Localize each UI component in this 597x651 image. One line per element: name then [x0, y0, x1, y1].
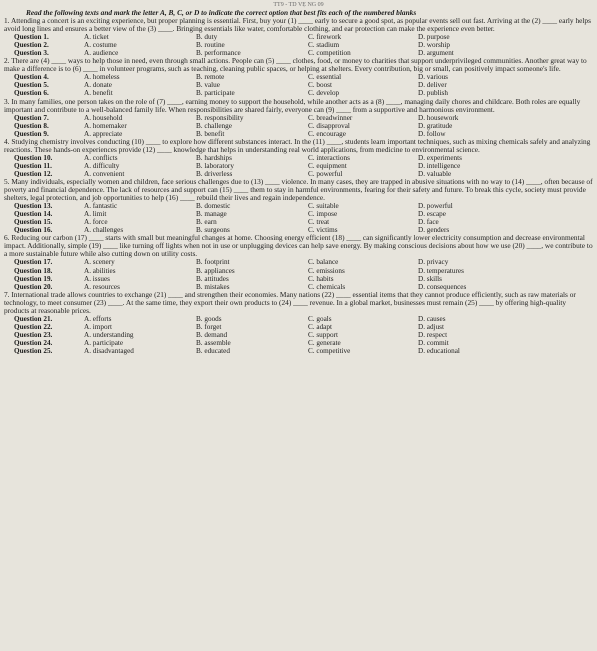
- option-a[interactable]: A. benefit: [84, 89, 113, 98]
- option-c[interactable]: C. chemicals: [308, 282, 346, 291]
- option-d[interactable]: D. intelligence: [418, 161, 461, 170]
- option-b[interactable]: B. attitudes: [196, 274, 229, 283]
- option-b[interactable]: B. hardships: [196, 153, 232, 162]
- question-row: [4, 323, 593, 331]
- option-d[interactable]: D. publish: [418, 89, 448, 98]
- question-row: [4, 33, 593, 41]
- option-d[interactable]: D. respect: [418, 330, 448, 339]
- option-a[interactable]: A. understanding: [84, 330, 134, 339]
- question-label: Question 3.: [14, 49, 49, 58]
- option-a[interactable]: A. participate: [84, 338, 124, 347]
- option-b[interactable]: B. domestic: [196, 202, 231, 211]
- option-b[interactable]: B. responsibility: [196, 113, 244, 122]
- question-row: [4, 347, 593, 355]
- option-a[interactable]: A. limit: [84, 210, 107, 219]
- option-d[interactable]: D. gratitude: [418, 121, 453, 130]
- option-b[interactable]: B. forget: [196, 322, 222, 331]
- passage-text: 6. Reducing our carbon (17) ____ starts with small but meaningful changes at home. Choosing energy efficient (18) ____ can significantly lower electricity consumption and decrease environmental impact. Additionally, simple (19) ____ like turning off lights when not in use or unplugging devices can help save energy. By making conscious decisions about how we use (20) ____, we contribute to a more sustainable future while also cutting down on utility costs.: [4, 233, 593, 259]
- passage-text: 2. There are (4) ____ ways to help those in need, even through small actions. People can (5) ____ clothes, food, or money to charities that support underprivileged communities. Another great way to make a difference is to (6) ____ in volunteer programs, such as teaching, cleaning public spaces, or helping at shelters. Every contribution, big or small, can positively impact someone's life.: [4, 56, 587, 74]
- option-c[interactable]: C. equipment: [308, 161, 347, 170]
- option-a[interactable]: A. conflicts: [84, 153, 118, 162]
- option-c[interactable]: C. emissions: [308, 266, 345, 275]
- worksheet-page: [4, 2, 593, 647]
- question-label: Question 14.: [14, 210, 53, 219]
- option-d[interactable]: D. face: [418, 218, 439, 227]
- question-label: Question 2.: [14, 41, 49, 50]
- option-c[interactable]: C. stadium: [308, 41, 340, 50]
- option-c[interactable]: C. habits: [308, 274, 334, 283]
- page-header: TT9 - TD VỆ NG 09: [273, 2, 324, 8]
- option-b[interactable]: B. educated: [196, 346, 230, 355]
- option-b[interactable]: B. driverless: [196, 169, 233, 178]
- option-d[interactable]: D. escape: [418, 210, 446, 219]
- option-b[interactable]: B. participate: [196, 89, 235, 98]
- question-label: Question 16.: [14, 226, 53, 235]
- option-c[interactable]: C. support: [308, 330, 338, 339]
- option-b[interactable]: B. value: [196, 81, 220, 90]
- question-label: Question 1.: [14, 33, 49, 42]
- option-d[interactable]: D. genders: [418, 226, 450, 235]
- option-c[interactable]: C. generate: [308, 338, 341, 347]
- option-a[interactable]: A. costume: [84, 41, 117, 50]
- option-b[interactable]: B. manage: [196, 210, 227, 219]
- option-a[interactable]: A. convenient: [84, 169, 125, 178]
- option-b[interactable]: B. earn: [196, 218, 217, 227]
- option-d[interactable]: D. causes: [418, 314, 446, 323]
- option-a[interactable]: A. homemaker: [84, 121, 127, 130]
- option-b[interactable]: B. assemble: [196, 338, 231, 347]
- option-a[interactable]: A. ticket: [84, 33, 109, 42]
- option-d[interactable]: D. various: [418, 73, 448, 82]
- option-c[interactable]: C. adapt: [308, 322, 332, 331]
- question-label: Question 18.: [14, 266, 53, 275]
- option-b[interactable]: B. surgeons: [196, 226, 230, 235]
- option-d[interactable]: D. commit: [418, 338, 449, 347]
- question-row: [4, 41, 593, 49]
- option-b[interactable]: B. goods: [196, 314, 222, 323]
- passage-text: 3. In many families, one person takes on the role of (7) ____, earning money to support the household, while another acts as a (8) ____, managing daily chores and childcare. Both roles are equally important and contribute to a well-balanced family life. When responsibilities are shared fairly, everyone can (9) ____ from a supportive and harmonious environment.: [4, 96, 581, 114]
- option-a[interactable]: A. force: [84, 218, 108, 227]
- passage-text: 4. Studying chemistry involves conducting (10) ____ to explore how different substances interact. In the (11) ____, students learn important techniques, such as mixing chemicals safely and analyzing reactions. These hands-on experiences provide (12) ____ knowledge that helps in understanding real world applications, from medicine to environmental science.: [4, 136, 591, 154]
- option-d[interactable]: D. powerful: [418, 202, 453, 211]
- question-label: Question 20.: [14, 282, 53, 291]
- option-b[interactable]: B. routine: [196, 41, 225, 50]
- option-a[interactable]: A. household: [84, 113, 123, 122]
- question-row: [4, 122, 593, 130]
- question-row: [4, 202, 593, 210]
- option-d[interactable]: D. experiments: [418, 153, 462, 162]
- option-a[interactable]: A. scenery: [84, 258, 115, 267]
- option-a[interactable]: A. challenges: [84, 226, 124, 235]
- option-b[interactable]: B. footprint: [196, 258, 230, 267]
- option-c[interactable]: C. boost: [308, 81, 332, 90]
- option-a[interactable]: A. resources: [84, 282, 120, 291]
- question-label: Question 8.: [14, 121, 49, 130]
- question-label: Question 6.: [14, 89, 49, 98]
- option-c[interactable]: C. encourage: [308, 129, 346, 138]
- option-b[interactable]: B. challenge: [196, 121, 232, 130]
- question-label: Question 10.: [14, 153, 53, 162]
- question-row: [4, 258, 593, 266]
- option-d[interactable]: D. privacy: [418, 258, 449, 267]
- option-d[interactable]: D. skills: [418, 274, 442, 283]
- question-row: [4, 114, 593, 122]
- option-c[interactable]: C. firework: [308, 33, 342, 42]
- question-row: [4, 275, 593, 283]
- option-d[interactable]: D. worship: [418, 41, 450, 50]
- question-label: Question 15.: [14, 218, 53, 227]
- option-d[interactable]: D. educational: [418, 346, 460, 355]
- option-a[interactable]: A. abilities: [84, 266, 116, 275]
- option-b[interactable]: B. laboratory: [196, 161, 234, 170]
- option-c[interactable]: C. suitable: [308, 202, 339, 211]
- question-row: [4, 154, 593, 162]
- question-label: Question 25.: [14, 346, 53, 355]
- option-a[interactable]: A. efforts: [84, 314, 112, 323]
- question-label: Question 22.: [14, 322, 53, 331]
- question-row: [4, 339, 593, 347]
- option-d[interactable]: D. adjust: [418, 322, 444, 331]
- option-c[interactable]: C. disapproval: [308, 121, 350, 130]
- option-a[interactable]: A. audience: [84, 49, 119, 58]
- question-label: Question 17.: [14, 258, 53, 267]
- option-b[interactable]: B. remote: [196, 73, 225, 82]
- option-d[interactable]: D. follow: [418, 129, 446, 138]
- question-label: Question 5.: [14, 81, 49, 90]
- option-b[interactable]: B. duty: [196, 33, 218, 42]
- question-label: Question 12.: [14, 169, 53, 178]
- option-a[interactable]: A. difficulty: [84, 161, 120, 170]
- passages: [4, 17, 593, 355]
- question-row: [4, 81, 593, 89]
- question-label: Question 7.: [14, 113, 49, 122]
- option-d[interactable]: D. consequences: [418, 282, 467, 291]
- question-label: Question 13.: [14, 202, 53, 211]
- question-label: Question 23.: [14, 330, 53, 339]
- option-c[interactable]: C. interactions: [308, 153, 350, 162]
- question-row: [4, 210, 593, 218]
- question-label: Question 21.: [14, 314, 53, 323]
- option-a[interactable]: A. fantastic: [84, 202, 118, 211]
- option-b[interactable]: B. appliances: [196, 266, 235, 275]
- passage-text: 7. International trade allows countries to exchange (21) ____ and strengthen their economies. Many nations (22) ____ essential items that they cannot produce efficiently, such as raw materials or technology, to meet consumer (23) ____. At the same time, they export their own products to (24) ____ revenue. In a global market, businesses must remain (25) ____ by offering high-quality products at reasonable prices.: [4, 289, 576, 315]
- option-b[interactable]: B. performance: [196, 49, 241, 58]
- question-row: [4, 331, 593, 339]
- instructions: Read the following texts and mark the letter A, B, C, or D to indicate the correct option that best fits each of the numbered blanks: [26, 8, 417, 17]
- question-row: [4, 315, 593, 323]
- option-c[interactable]: C. essential: [308, 73, 342, 82]
- option-a[interactable]: A. homeless: [84, 73, 120, 82]
- question-row: [4, 218, 593, 226]
- question-label: Question 11.: [14, 161, 52, 170]
- option-c[interactable]: C. competition: [308, 49, 351, 58]
- option-c[interactable]: C. balance: [308, 258, 339, 267]
- question-label: Question 24.: [14, 338, 53, 347]
- option-a[interactable]: A. import: [84, 322, 112, 331]
- question-label: Question 9.: [14, 129, 49, 138]
- option-c[interactable]: C. impose: [308, 210, 338, 219]
- option-c[interactable]: C. develop: [308, 89, 340, 98]
- option-d[interactable]: D. argument: [418, 49, 454, 58]
- question-row: [4, 267, 593, 275]
- option-c[interactable]: C. breadwinner: [308, 113, 353, 122]
- passage-text: 5. Many individuals, especially women and children, face serious challenges due to (13) ____ violence. In many cases, they are trapped in abusive situations with no way to (14) ____, often because of poverty and financial dependence. The lack of resources and support can (15) ____ them to stay in harmful environments, fearing for their safety and future. To break this cycle, society must provide shelters, legal protection, and job opportunities to help (16) ____ rebuild their lives and regain independence.: [4, 176, 593, 203]
- option-a[interactable]: A. disadvantaged: [84, 346, 134, 355]
- option-a[interactable]: A. donate: [84, 81, 112, 90]
- option-b[interactable]: B. mistakes: [196, 282, 230, 291]
- option-c[interactable]: C. competitive: [308, 346, 351, 355]
- option-c[interactable]: C. powerful: [308, 169, 343, 178]
- option-d[interactable]: D. valuable: [418, 169, 452, 178]
- option-b[interactable]: B. benefit: [196, 129, 225, 138]
- option-d[interactable]: D. housework: [418, 113, 459, 122]
- option-d[interactable]: D. deliver: [418, 81, 447, 90]
- option-c[interactable]: C. goals: [308, 314, 332, 323]
- option-b[interactable]: B. demand: [196, 330, 228, 339]
- question-label: Question 4.: [14, 73, 49, 82]
- option-c[interactable]: C. victims: [308, 226, 338, 235]
- option-d[interactable]: D. temperatures: [418, 266, 464, 275]
- question-row: [4, 73, 593, 81]
- option-c[interactable]: C. treat: [308, 218, 330, 227]
- question-row: [4, 162, 593, 170]
- question-label: Question 19.: [14, 274, 53, 283]
- option-d[interactable]: D. purpose: [418, 33, 450, 42]
- option-a[interactable]: A. appreciate: [84, 129, 123, 138]
- option-a[interactable]: A. issues: [84, 274, 110, 283]
- passage-text: 1. Attending a concert is an exciting experience, but proper planning is essential. First, buy your (1) ____ early to secure a good spot, as popular events sell out fast. Arriving at the (2) ____ early helps avoid long lines and ensures a better view of the (3) ____. Bringing essentials like water, comfortable clothing, and ear protection can make the experience even better.: [4, 16, 591, 34]
